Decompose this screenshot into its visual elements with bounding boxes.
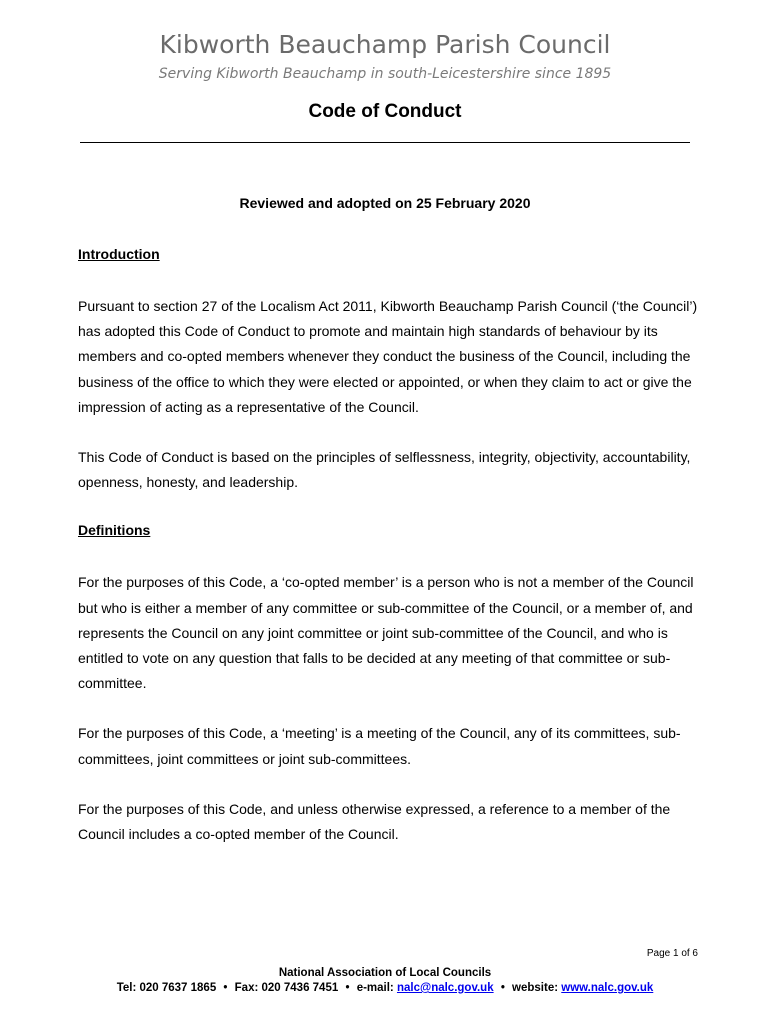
council-name: Kibworth Beauchamp Parish Council: [159, 30, 611, 59]
definitions-paragraph-2: For the purposes of this Code, a ‘meeting’ is a meeting of the Council, any of its committees, sub-committees, joint committees or joint sub-committees.: [78, 725, 681, 767]
introduction-paragraph-2: This Code of Conduct is based on the principles of selflessness, integrity, objectivity, accountability, openness, honesty, and leadership.: [78, 449, 691, 491]
introduction-paragraph-1: Pursuant to section 27 of the Localism Act 2011, Kibworth Beauchamp Parish Council (‘the Council’) has adopted this Code of Conduct to promote and maintain high standards of behaviour by its members and co-opted members whenever they conduct the business of the Council, including the business of the office to which they were elected or appointed, or when they claim to act or give the impression of acting as a representative of the Council.: [78, 298, 698, 415]
footer-email-link[interactable]: nalc@nalc.gov.uk: [396, 982, 494, 994]
footer-organisation: National Association of Local Councils: [278, 967, 492, 979]
document-title: Code of Conduct: [308, 101, 462, 122]
bullet-separator: •: [223, 982, 228, 994]
footer-website-label: website:: [512, 982, 559, 994]
bullet-separator: •: [345, 982, 350, 994]
definitions-heading: Definitions: [78, 522, 151, 539]
footer-website-link[interactable]: www.nalc.gov.uk: [561, 982, 654, 994]
footer-contact-line: [0, 982, 770, 994]
footer-tel: Tel: 020 7637 1865: [116, 982, 217, 994]
page-number: Page 1 of 6: [646, 948, 698, 959]
footer-fax: Fax: 020 7436 7451: [234, 982, 339, 994]
definitions-paragraph-1: For the purposes of this Code, a ‘co-opted member’ is a person who is not a member of the Council but who is either a member of any committee or sub-committee of the Council, or a member of, and represents the Council on any joint committee or joint sub-committee of the Council, and who is entitled to vote on any question that falls to be decided at any meeting of that committee or sub-committee.: [78, 574, 694, 692]
footer-email-label: e-mail:: [356, 982, 394, 994]
adopted-date-line: Reviewed and adopted on 25 February 2020: [239, 195, 531, 211]
bullet-separator: •: [500, 982, 505, 994]
title-divider: [80, 142, 690, 143]
definitions-paragraph-3: For the purposes of this Code, and unless otherwise expressed, a reference to a member of the Council includes a co-opted member of the Council.: [78, 800, 671, 843]
document-body: [78, 244, 698, 847]
introduction-heading: Introduction: [78, 246, 160, 262]
council-tagline: Serving Kibworth Beauchamp in south-Leicestershire since 1895: [158, 66, 612, 82]
